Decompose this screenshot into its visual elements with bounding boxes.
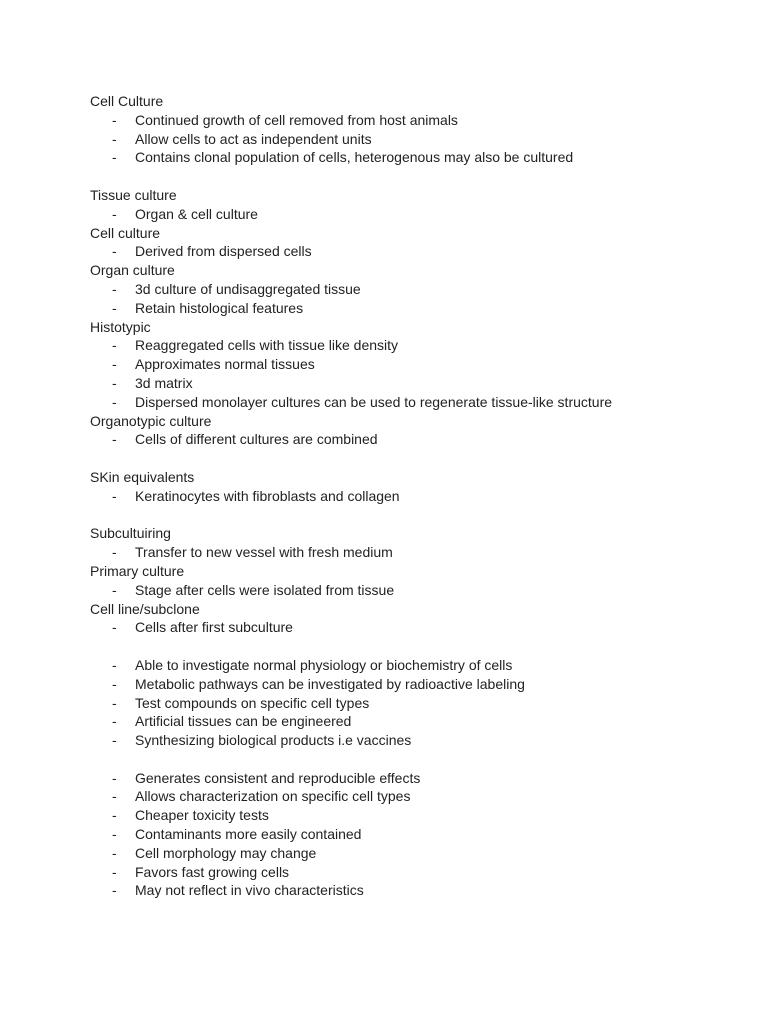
bullet-item bbox=[90, 205, 768, 224]
bullet-item bbox=[90, 299, 768, 318]
bullet-dash: - bbox=[112, 863, 117, 880]
bullet-text: 3d matrix bbox=[135, 374, 193, 391]
section-heading: Organ culture bbox=[90, 262, 175, 279]
section-heading: Histotypic bbox=[90, 318, 151, 335]
bullet-text: Organ & cell culture bbox=[135, 205, 258, 222]
bullet-text: Contaminants more easily contained bbox=[135, 826, 362, 843]
bullet-dash: - bbox=[112, 431, 117, 448]
bullet-item bbox=[90, 581, 768, 600]
document-body bbox=[90, 92, 768, 900]
section-heading: Subcultuiring bbox=[90, 525, 171, 542]
bullet-item bbox=[90, 280, 768, 299]
bullet-dash: - bbox=[112, 356, 117, 373]
section-heading: Cell line/subclone bbox=[90, 600, 200, 617]
bullet-item bbox=[90, 543, 768, 562]
bullet-dash: - bbox=[112, 299, 117, 316]
section-heading: Tissue culture bbox=[90, 186, 177, 203]
bullet-dash: - bbox=[112, 243, 117, 260]
bullet-dash: - bbox=[112, 280, 117, 297]
bullet-item bbox=[90, 618, 768, 637]
blank-line bbox=[90, 750, 768, 769]
bullet-dash: - bbox=[112, 393, 117, 410]
bullet-item bbox=[90, 487, 768, 506]
bullet-dash: - bbox=[112, 130, 117, 147]
bullet-item bbox=[90, 430, 768, 449]
blank-line bbox=[90, 449, 768, 468]
bullet-dash: - bbox=[112, 544, 117, 561]
bullet-dash: - bbox=[112, 337, 117, 354]
bullet-dash: - bbox=[112, 826, 117, 843]
section-heading: SKin equivalents bbox=[90, 468, 195, 485]
bullet-dash: - bbox=[112, 111, 117, 128]
bullet-item bbox=[90, 393, 768, 412]
bullet-item bbox=[90, 111, 768, 130]
section-heading: Cell culture bbox=[90, 224, 161, 241]
bullet-text: Favors fast growing cells bbox=[135, 863, 290, 880]
blank-line bbox=[90, 167, 768, 186]
bullet-dash: - bbox=[112, 619, 117, 636]
bullet-item bbox=[90, 825, 768, 844]
bullet-item bbox=[90, 731, 768, 750]
bullet-text: Contains clonal population of cells, heterogenous may also be cultured bbox=[135, 149, 574, 166]
bullet-item bbox=[90, 863, 768, 882]
bullet-text: Artificial tissues can be engineered bbox=[135, 713, 352, 730]
bullet-item bbox=[90, 355, 768, 374]
bullet-text: Derived from dispersed cells bbox=[135, 243, 312, 260]
bullet-text: Retain histological features bbox=[135, 299, 304, 316]
bullet-dash: - bbox=[112, 694, 117, 711]
bullet-text: Cells after first subculture bbox=[135, 619, 293, 636]
bullet-item bbox=[90, 881, 768, 900]
bullet-dash: - bbox=[112, 844, 117, 861]
bullet-text: Dispersed monolayer cultures can be used to regenerate tissue-like structure bbox=[135, 393, 613, 410]
bullet-text: Keratinocytes with fibroblasts and collagen bbox=[135, 487, 400, 504]
bullet-item bbox=[90, 712, 768, 731]
bullet-dash: - bbox=[112, 205, 117, 222]
bullet-text: Generates consistent and reproducible effects bbox=[135, 769, 421, 786]
blank-line bbox=[90, 506, 768, 525]
bullet-text: Continued growth of cell removed from host animals bbox=[135, 111, 458, 128]
bullet-text: Allows characterization on specific cell types bbox=[135, 788, 411, 805]
bullet-text: 3d culture of undisaggregated tissue bbox=[135, 280, 361, 297]
bullet-dash: - bbox=[112, 374, 117, 391]
bullet-text: Allow cells to act as independent units bbox=[135, 130, 372, 147]
bullet-item bbox=[90, 787, 768, 806]
bullet-text: Able to investigate normal physiology or biochemistry of cells bbox=[135, 656, 513, 673]
bullet-text: Stage after cells were isolated from tissue bbox=[135, 581, 395, 598]
bullet-dash: - bbox=[112, 788, 117, 805]
bullet-text: Cheaper toxicity tests bbox=[135, 807, 269, 824]
bullet-item bbox=[90, 374, 768, 393]
bullet-item bbox=[90, 806, 768, 825]
bullet-dash: - bbox=[112, 675, 117, 692]
bullet-dash: - bbox=[112, 656, 117, 673]
blank-line bbox=[90, 637, 768, 656]
bullet-dash: - bbox=[112, 732, 117, 749]
bullet-text: Cell morphology may change bbox=[135, 844, 317, 861]
bullet-text: Metabolic pathways can be investigated by radioactive labeling bbox=[135, 675, 525, 692]
bullet-item bbox=[90, 844, 768, 863]
bullet-item bbox=[90, 769, 768, 788]
bullet-item bbox=[90, 148, 768, 167]
bullet-text: Synthesizing biological products i.e vaccines bbox=[135, 732, 412, 749]
bullet-dash: - bbox=[112, 487, 117, 504]
section-heading: Cell Culture bbox=[90, 93, 164, 109]
bullet-text: May not reflect in vivo characteristics bbox=[135, 882, 364, 899]
bullet-item bbox=[90, 675, 768, 694]
bullet-dash: - bbox=[112, 149, 117, 166]
bullet-dash: - bbox=[112, 807, 117, 824]
bullet-dash: - bbox=[112, 581, 117, 598]
bullet-item bbox=[90, 694, 768, 713]
bullet-item bbox=[90, 242, 768, 261]
bullet-dash: - bbox=[112, 769, 117, 786]
section-heading: Primary culture bbox=[90, 562, 185, 579]
bullet-item bbox=[90, 130, 768, 149]
bullet-text: Reaggregated cells with tissue like density bbox=[135, 337, 399, 354]
bullet-text: Approximates normal tissues bbox=[135, 356, 315, 373]
bullet-item bbox=[90, 656, 768, 675]
section-heading: Organotypic culture bbox=[90, 412, 212, 429]
bullet-text: Test compounds on specific cell types bbox=[135, 694, 370, 711]
bullet-dash: - bbox=[112, 882, 117, 899]
bullet-text: Transfer to new vessel with fresh medium bbox=[135, 544, 393, 561]
bullet-dash: - bbox=[112, 713, 117, 730]
bullet-item bbox=[90, 336, 768, 355]
bullet-text: Cells of different cultures are combined bbox=[135, 431, 378, 448]
